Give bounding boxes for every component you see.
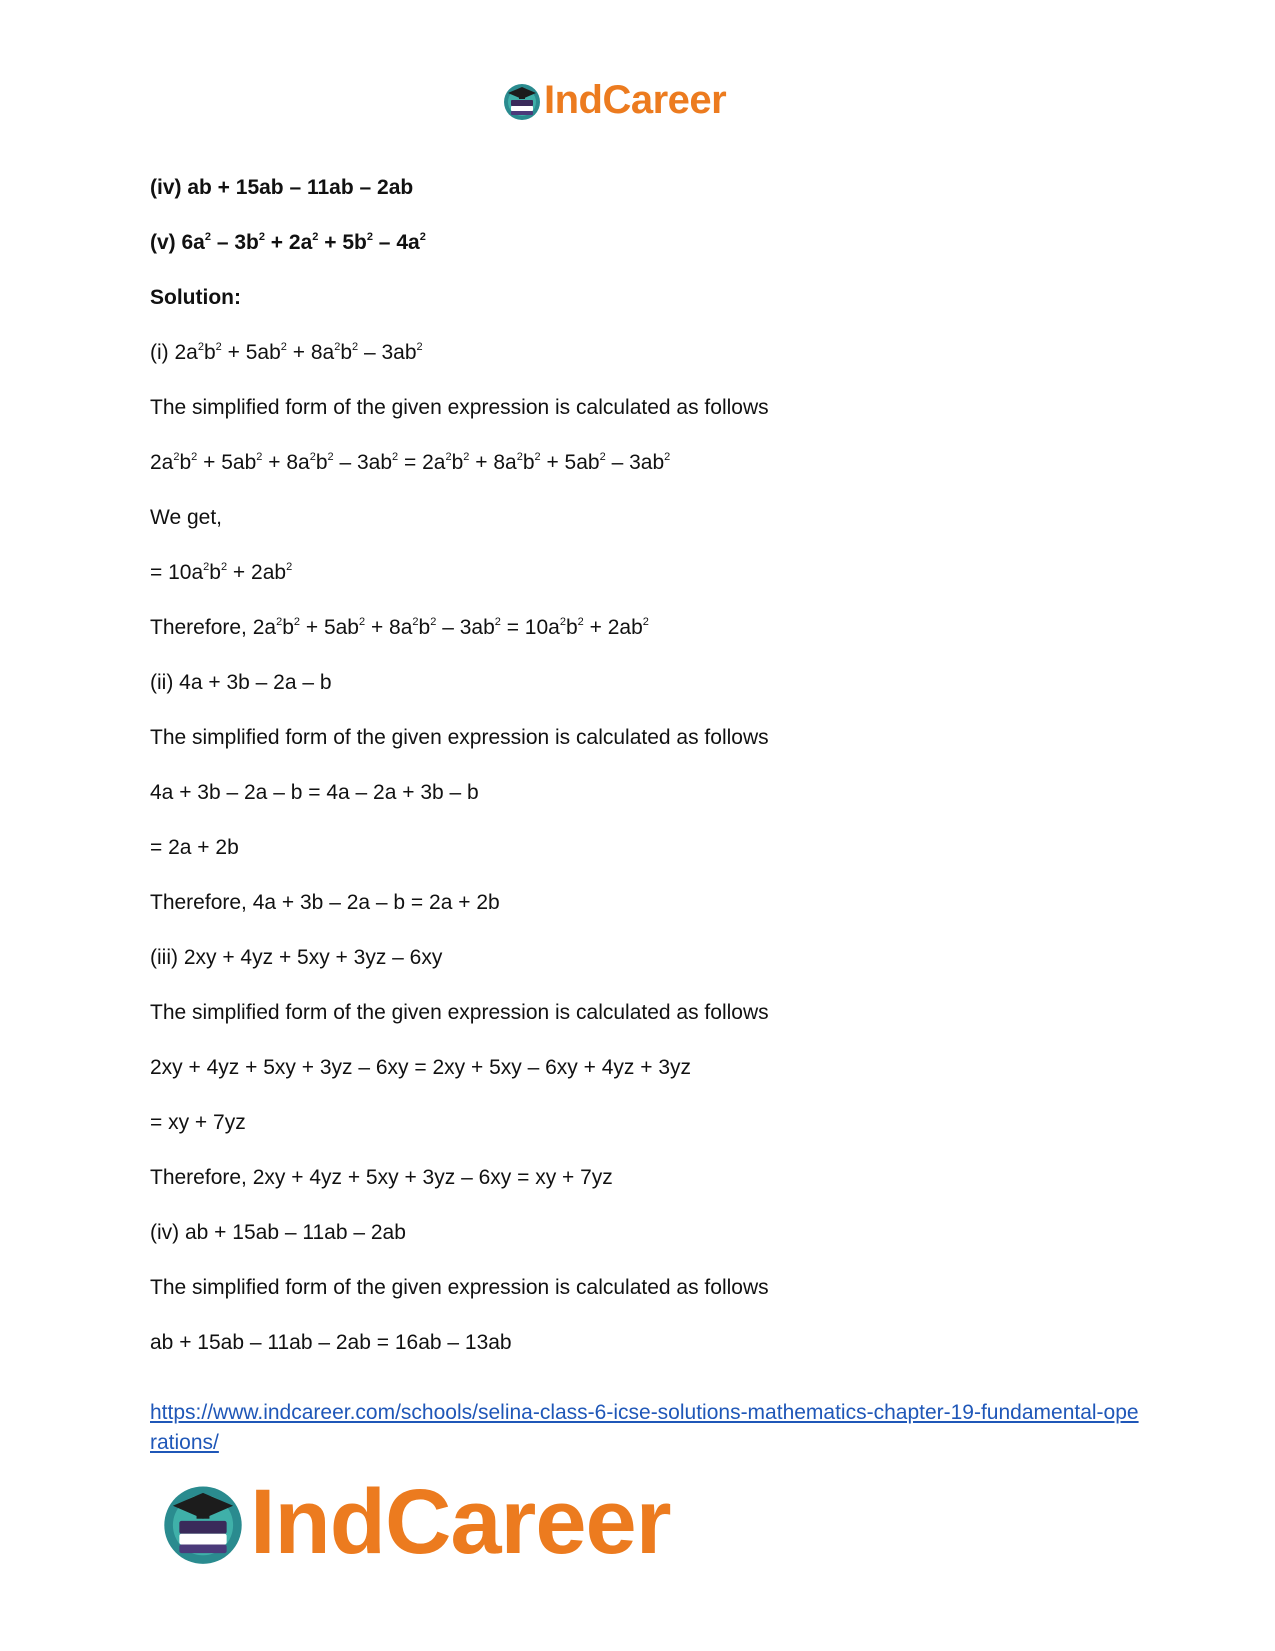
superscript: 2 xyxy=(204,231,211,243)
superscript: 2 xyxy=(258,231,265,243)
superscript: 2 xyxy=(359,616,366,628)
calc-statement: The simplified form of the given expression is calculated as follows xyxy=(150,1276,769,1299)
part-iii-result: = xy + 7yz xyxy=(150,1111,246,1134)
part-i-result xyxy=(150,560,1130,586)
superscript: 2 xyxy=(312,231,319,243)
text-segment: – 3ab xyxy=(358,341,417,364)
brand-name: IndCareer xyxy=(250,1471,671,1573)
part-iii-equation: 2xy + 4yz + 5xy + 3yz – 6xy = 2xy + 5xy – 6xy + 4yz + 3yz xyxy=(150,1056,692,1079)
text-segment: + 8a xyxy=(365,616,413,639)
text-segment: + 2ab xyxy=(583,616,643,639)
text-segment: + 5ab xyxy=(221,341,281,364)
part-i-heading xyxy=(150,340,1130,366)
calc-statement: The simplified form of the given expression is calculated as follows xyxy=(150,396,769,419)
text-segment: – 3b xyxy=(210,231,259,254)
text-segment: – 4a xyxy=(372,231,420,254)
part-ii-conclusion: Therefore, 4a + 3b – 2a – b = 2a + 2b xyxy=(150,891,500,914)
text-segment: – 3ab xyxy=(436,616,495,639)
solution-heading: Solution: xyxy=(150,286,241,309)
text-segment: 2a xyxy=(150,451,174,474)
text-segment: b xyxy=(522,451,535,474)
text-segment: + 5ab xyxy=(197,451,257,474)
text-segment: + 8a xyxy=(286,341,335,364)
part-i-conclusion xyxy=(150,615,1130,641)
superscript: 2 xyxy=(327,451,334,463)
text-segment: (v) 6a xyxy=(150,231,205,254)
superscript: 2 xyxy=(412,616,419,628)
text-segment: + 5ab xyxy=(540,451,600,474)
calc-statement: The simplified form of the given expression is calculated as follows xyxy=(150,726,769,749)
text-segment: b xyxy=(565,616,578,639)
superscript: 2 xyxy=(419,231,426,243)
part-ii-result: = 2a + 2b xyxy=(150,836,239,859)
text-segment: b xyxy=(282,616,294,639)
superscript: 2 xyxy=(664,451,671,463)
superscript: 2 xyxy=(352,341,359,353)
superscript: 2 xyxy=(577,616,584,628)
superscript: 2 xyxy=(286,561,293,573)
text-segment: + 8a xyxy=(262,451,310,474)
question-v xyxy=(150,230,1130,256)
text-segment: = 2a xyxy=(398,451,446,474)
part-i-equation xyxy=(150,450,1130,476)
superscript: 2 xyxy=(366,231,373,243)
question-iv: (iv) ab + 15ab – 11ab – 2ab xyxy=(150,176,414,199)
text-segment: b xyxy=(209,561,221,584)
superscript: 2 xyxy=(516,451,523,463)
superscript: 2 xyxy=(203,561,210,573)
superscript: 2 xyxy=(197,341,204,353)
footer-logo xyxy=(160,1470,671,1575)
text-segment: b xyxy=(451,451,464,474)
superscript: 2 xyxy=(173,451,180,463)
superscript: 2 xyxy=(392,451,399,463)
text-segment: Therefore, 2a xyxy=(150,616,277,639)
superscript: 2 xyxy=(494,616,501,628)
source-link[interactable]: https://www.indcareer.com/schools/selina-class-6-icse-solutions-mathematics-chapter-19-fundamental-operations/ xyxy=(150,1401,1139,1454)
text-segment: + 2ab xyxy=(227,561,287,584)
part-iv-equation: ab + 15ab – 11ab – 2ab = 16ab – 13ab xyxy=(150,1331,512,1354)
superscript: 2 xyxy=(445,451,452,463)
part-iii-conclusion: Therefore, 2xy + 4yz + 5xy + 3yz – 6xy = xy + 7yz xyxy=(150,1166,613,1189)
superscript: 2 xyxy=(220,561,228,573)
text-segment: – 3ab xyxy=(333,451,393,474)
document-body xyxy=(150,175,1130,1385)
text-segment: b xyxy=(203,341,216,364)
superscript: 2 xyxy=(416,341,423,353)
text-segment: + 5b xyxy=(318,231,367,254)
text-segment: b xyxy=(418,616,431,639)
superscript: 2 xyxy=(463,451,470,463)
text-segment: – 3ab xyxy=(605,451,665,474)
superscript: 2 xyxy=(276,616,283,628)
superscript: 2 xyxy=(280,341,287,353)
superscript: 2 xyxy=(256,451,263,463)
text-segment: + 5ab xyxy=(300,616,359,639)
part-ii-equation: 4a + 3b – 2a – b = 4a – 2a + 3b – b xyxy=(150,781,479,804)
graduation-books-globe-icon xyxy=(502,81,542,121)
we-get-text: We get, xyxy=(150,506,222,529)
header-logo xyxy=(502,78,726,123)
superscript: 2 xyxy=(215,341,222,353)
part-iv-heading: (iv) ab + 15ab – 11ab – 2ab xyxy=(150,1221,406,1244)
superscript: 2 xyxy=(309,451,316,463)
superscript: 2 xyxy=(559,616,566,628)
superscript: 2 xyxy=(534,451,541,463)
text-segment: b xyxy=(179,451,192,474)
text-segment: + 2a xyxy=(264,231,313,254)
superscript: 2 xyxy=(430,616,437,628)
superscript: 2 xyxy=(293,616,301,628)
text-segment: b xyxy=(340,341,353,364)
superscript: 2 xyxy=(599,451,606,463)
superscript: 2 xyxy=(642,616,649,628)
calc-statement: The simplified form of the given expression is calculated as follows xyxy=(150,1001,769,1024)
part-iii-heading: (iii) 2xy + 4yz + 5xy + 3yz – 6xy xyxy=(150,946,443,969)
text-segment: = 10a xyxy=(500,616,560,639)
brand-name: IndCareer xyxy=(544,78,727,122)
text-segment: b xyxy=(315,451,328,474)
graduation-books-globe-icon xyxy=(160,1480,246,1566)
part-ii-heading: (ii) 4a + 3b – 2a – b xyxy=(150,671,332,694)
text-segment: (i) 2a xyxy=(150,341,198,364)
text-segment: + 8a xyxy=(469,451,517,474)
text-segment: = 10a xyxy=(150,561,204,584)
superscript: 2 xyxy=(334,341,341,353)
superscript: 2 xyxy=(191,451,198,463)
